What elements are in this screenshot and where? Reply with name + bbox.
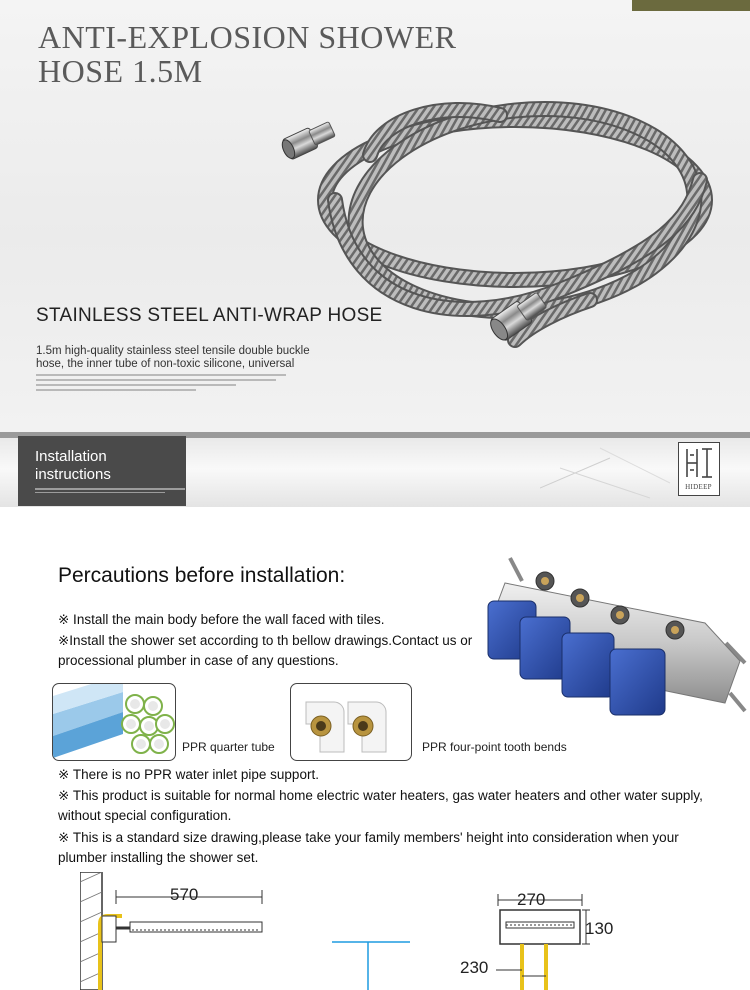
ppr-bend-icon [291,684,412,761]
dimension-arm-length: 570 [170,885,199,904]
installation-title-line2: instructions [35,466,111,483]
valve-manifold-image [470,553,750,718]
ppr-tube-image [52,683,176,761]
dimension-pipe-spacing: 230 [460,958,489,977]
hero-subtitle: STAINLESS STEEL ANTI-WRAP HOSE [36,305,383,326]
product-hero [0,0,750,432]
dimension-box-height: 130 [585,919,614,938]
hero-desc-line2: hose, the inner tube of non-toxic silicone, universal [36,358,295,370]
corner-accent-bar [632,0,750,11]
precaution-note-heaters: ※ This product is suitable for normal home electric water heaters, gas water heaters and other water supply, without special configuration. [58,788,703,823]
logo-text: HIDEEP [685,483,712,491]
precaution-note-drawings: ※Install the shower set according to th bellow drawings.Contact us or processional plumber in case of any questions. [58,633,473,668]
precaution-note-height: ※ This is a standard size drawing,please take your family members' height into consideration when your plumber installing the shower set. [58,830,679,865]
precautions-title: Percautions before installation: [58,564,346,587]
dimension-box-width: 270 [517,890,546,909]
installation-title-line1: Installation [35,448,107,465]
decorative-lines [540,438,680,507]
installation-fine-print [35,488,185,495]
ppr-bend-caption: PPR four-point tooth bends [422,740,567,754]
hero-title-line2: HOSE 1.5M [38,53,203,89]
logo-mark-icon [684,447,714,479]
installation-label-panel [18,436,186,506]
installation-title [35,448,111,484]
hero-title-line1: ANTI-EXPLOSION SHOWER [38,19,457,55]
installation-banner [0,432,750,507]
precaution-note-tiles: ※ Install the main body before the wall faced with tiles. [58,612,385,627]
hero-description [36,345,366,371]
precaution-note-support: ※ There is no PPR water inlet pipe support. [58,767,319,782]
ppr-tube-icon [53,684,176,761]
ppr-bend-image [290,683,412,761]
brand-logo [678,442,720,496]
ppr-tube-caption: PPR quarter tube [182,740,275,754]
hero-fine-print [36,374,296,396]
hero-desc-line1: 1.5m high-quality stainless steel tensile double buckle [36,345,310,357]
